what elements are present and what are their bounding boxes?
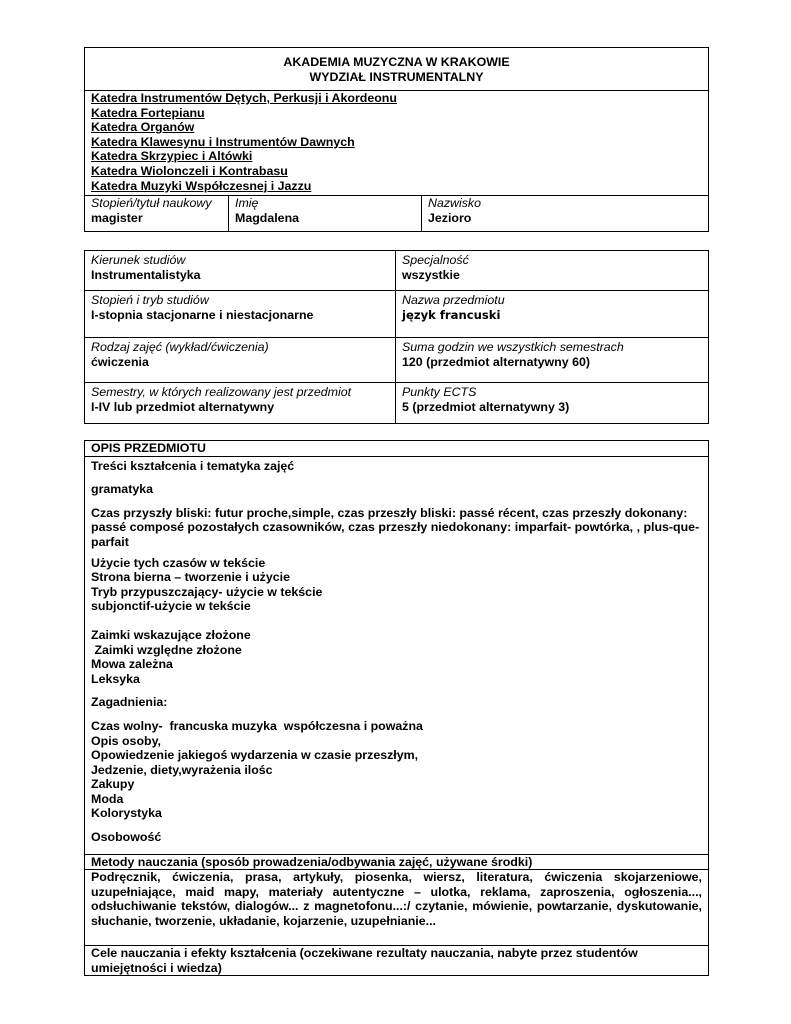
last-topic: Osobowość	[91, 830, 162, 845]
content-cell	[85, 456, 709, 854]
subject-label: Nazwa przedmiotu	[402, 293, 505, 307]
semesters-label: Semestry, w których realizowany jest przedmiot	[91, 385, 352, 399]
specialty-label: Specjalność	[402, 253, 469, 267]
department-item: Katedra Skrzypiec i Altówki	[91, 149, 253, 164]
level-label: Stopień i tryb studiów	[91, 293, 209, 307]
header-cell	[85, 48, 709, 91]
hours-cell	[396, 338, 709, 383]
department-item: Katedra Wiolonczeli i Kontrabasu	[91, 163, 288, 178]
direction-cell	[85, 251, 396, 291]
ects-cell	[396, 383, 709, 424]
direction-label: Kierunek studiów	[91, 253, 186, 267]
topic-item: Czas wolny- francuska muzyka współczesna i poważna	[91, 718, 423, 733]
departments-cell	[85, 91, 709, 196]
subject-cell	[396, 291, 709, 338]
class-type-value: ćwiczenia	[91, 354, 149, 369]
first-name-label: Imię	[235, 196, 259, 210]
specialty-value: wszystkie	[402, 267, 460, 282]
grammar-item: Użycie tych czasów w tekście	[91, 555, 266, 570]
semesters-cell	[85, 383, 396, 424]
level-value: I-stopnia stacjonarne i niestacjonarne	[91, 307, 314, 322]
semesters-value: I-IV lub przedmiot alternatywny	[91, 399, 275, 414]
department-item: Katedra Fortepianu	[91, 105, 205, 120]
degree-label: Stopień/tytuł naukowy	[91, 196, 212, 210]
pronoun-item: Zaimki względne złożone	[91, 642, 242, 657]
pronoun-item: Leksyka	[91, 671, 140, 686]
topic-item: Opowiedzenie jakiegoś wydarzenia w czasie przeszłym,	[91, 748, 419, 763]
description-title: OPIS PRZEDMIOTU	[91, 441, 206, 455]
department-item: Katedra Organów	[91, 120, 195, 135]
level-cell	[85, 291, 396, 338]
last-name-cell	[422, 196, 709, 232]
last-name-label: Nazwisko	[428, 196, 482, 210]
degree-value: magister	[91, 210, 143, 225]
ects-label: Punkty ECTS	[402, 385, 477, 399]
institution-name: AKADEMIA MUZYCZNA W KRAKOWIE	[283, 55, 510, 69]
pronoun-list	[91, 628, 702, 686]
topic-item: Zakupy	[91, 777, 135, 792]
tenses-paragraph: Czas przyszły bliski: futur proche,simple, czas przeszły bliski: passé récent, czas przeszły dokonany: passé composé pozostałych czasowników, czas przeszły niedokonany: imparfait- powtórka, , plus-que-parfait	[91, 505, 700, 549]
grammar-heading: gramatyka	[91, 482, 153, 497]
grammar-item: subjonctif-użycie w tekście	[91, 599, 251, 614]
grammar-item: Tryb przypuszczający- użycie w tekście	[91, 584, 323, 599]
goals-cell	[85, 946, 709, 976]
ects-value: 5 (przedmiot alternatywny 3)	[402, 399, 570, 414]
faculty-name: WYDZIAŁ INSTRUMENTALNY	[309, 69, 484, 84]
hours-label: Suma godzin we wszystkich semestrach	[402, 340, 624, 354]
study-table	[84, 250, 709, 424]
department-item: Katedra Instrumentów Dętych, Perkusji i Akordeonu	[91, 91, 397, 105]
topic-item: Jedzenie, diety,wyrażenia ilośc	[91, 762, 273, 777]
goals-heading: Cele nauczania i efekty kształcenia (oczekiwane rezultaty nauczania, nabyte przez studentów umiejętności i wiedza)	[91, 946, 638, 975]
grammar-list	[91, 556, 702, 614]
topics-heading: Zagadnienia:	[91, 695, 168, 710]
methods-text: Podręcznik, ćwiczenia, prasa, artykuły, piosenka, wiersz, literatura, ćwiczenia skojarzeniowe, uzupełniające, maid mapy, materiały autentyczne – ulotka, reklama, zaproszenia, ogłoszenia..., odsłuchiwanie tekstów, dialogów... z magnetofonu...:/ czytanie, mówienie, powtarzanie, dyskutowanie, słuchanie, tworzenie, układanie, kojarzenie, uzupełnianie...	[91, 870, 702, 928]
methods-heading: Metody nauczania (sposób prowadzenia/odbywania zajęć, używane środki)	[91, 854, 533, 869]
methods-heading-cell	[85, 854, 709, 870]
subject-value: język francuski	[402, 307, 501, 322]
topics-list	[91, 719, 702, 821]
topic-item: Kolorystyka	[91, 806, 162, 821]
degree-cell	[85, 196, 229, 232]
department-item: Katedra Klawesynu i Instrumentów Dawnych	[91, 134, 355, 149]
header-table	[84, 47, 709, 232]
content-heading: Treści kształcenia i tematyka zajęć	[91, 458, 295, 473]
department-item: Katedra Muzyki Współczesnej i Jazzu	[91, 178, 312, 193]
first-name-cell	[229, 196, 422, 232]
pronoun-item: Mowa zależna	[91, 657, 173, 672]
pronoun-item: Zaimki wskazujące złożone	[91, 627, 251, 642]
description-table	[84, 440, 709, 976]
description-title-cell	[85, 441, 709, 457]
topic-item: Moda	[91, 791, 124, 806]
grammar-item: Strona bierna – tworzenie i użycie	[91, 570, 290, 585]
first-name-value: Magdalena	[235, 210, 300, 225]
specialty-cell	[396, 251, 709, 291]
class-type-label: Rodzaj zajęć (wykład/ćwiczenia)	[91, 340, 269, 354]
hours-value: 120 (przedmiot alternatywny 60)	[402, 354, 590, 369]
class-type-cell	[85, 338, 396, 383]
methods-text-cell	[85, 870, 709, 946]
direction-value: Instrumentalistyka	[91, 267, 201, 282]
topic-item: Opis osoby,	[91, 733, 161, 748]
last-name-value: Jezioro	[428, 210, 472, 225]
